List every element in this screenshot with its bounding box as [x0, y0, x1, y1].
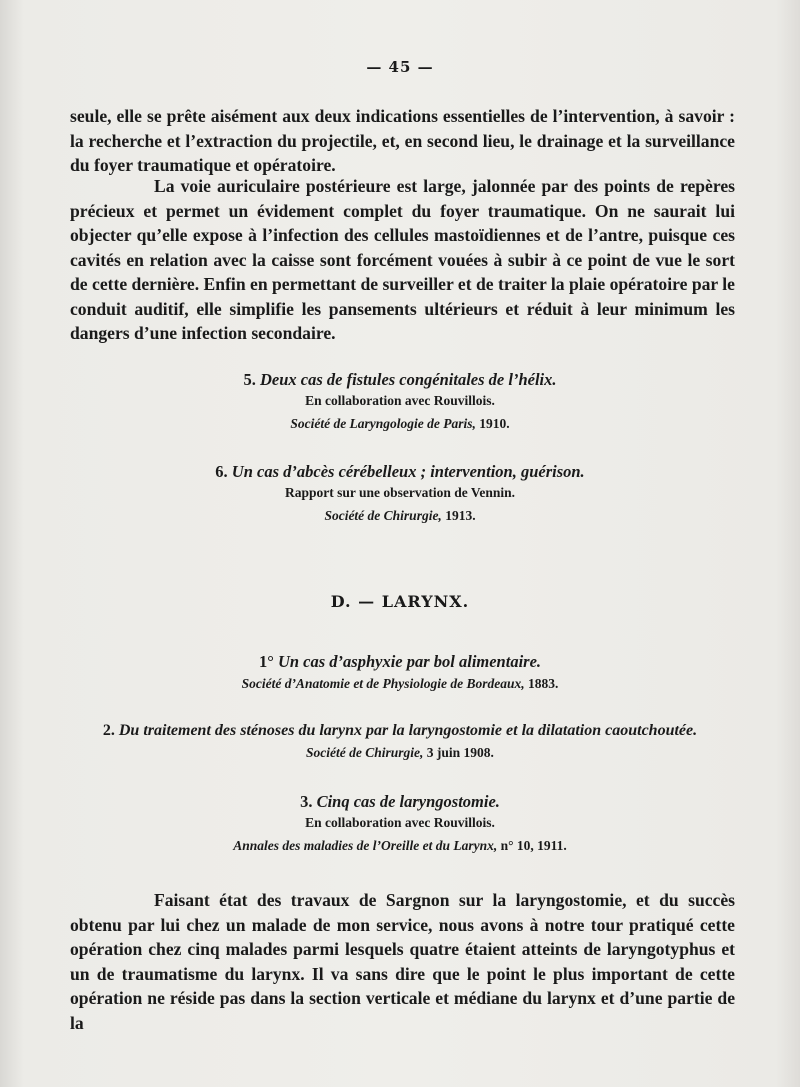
entry-source-name: Société de Laryngologie de Paris, — [290, 416, 476, 431]
entry-source — [0, 838, 800, 854]
entry-title-text: Un cas d’asphyxie par bol alimentaire. — [277, 652, 542, 671]
entry-source — [0, 676, 800, 692]
entry-title — [0, 722, 800, 740]
entry-number: 5. — [243, 370, 256, 389]
entry-collaboration: En collaboration avec Rouvillois. — [305, 393, 495, 408]
entry-title — [0, 652, 800, 672]
entry-title — [0, 792, 800, 812]
entry-number: 6. — [215, 462, 228, 481]
entry-collaboration: Rapport sur une observation de Vennin. — [284, 485, 516, 500]
body-paragraph: seule, elle se prête aisément aux deux indications essentielles de l’intervention, à savoir : la recherche et l’extraction du projectile, et, en second lieu, le drainage et la surveillance du foyer traumatique et opératoire. — [70, 106, 735, 175]
entry-year: 1883. — [528, 676, 559, 691]
section-heading: D. — LARYNX. — [330, 592, 470, 611]
body-paragraph: La voie auriculaire postérieure est large, jalonnée par des points de repères précieux et permet un évidement complet du foyer traumatique. On ne saurait lui objecter qu’elle expose à l’infection des cellules mastoïdiennes et de l’antre, puisque ces cavités en relation avec la caisse sont forcément vouées à subir à ce point de vue le sort de cette dernière. Enfin en permettant de surveiller et de traiter la plaie opératoire par le conduit auditif, elle simplifie les pansements ultérieurs et réduit à leur minimum les dangers d’une infection secondaire. — [70, 176, 735, 343]
entry-title — [0, 370, 800, 390]
entry-number: 2. — [102, 722, 115, 739]
entry-number: 1° — [258, 652, 274, 671]
entry-source — [0, 508, 800, 524]
entry-year: 3 juin 1908. — [426, 745, 494, 760]
entry-number: 3. — [300, 792, 313, 811]
entry-source-name: Annales des maladies de l’Oreille et du Larynx, — [233, 838, 498, 853]
entry-title — [0, 462, 800, 482]
entry-source-name: Société de Chirurgie, — [306, 745, 424, 760]
entry-title-text: Un cas d’abcès cérébelleux ; intervention, guérison. — [231, 462, 585, 481]
body-paragraph: Faisant état des travaux de Sargnon sur la laryngostomie, et du succès obtenu par lui chez un malade de mon service, nous avons à notre tour pratiqué cette opération chez cinq malades parmi lesquels quatre étaient atteints de laryngotyphus et un de traumatisme du larynx. Il va sans dire que le point le plus important de cette opération ne réside pas dans la section verticale et médiane du larynx et d’une partie de la — [70, 890, 735, 1033]
page-number: — 45 — — [366, 58, 434, 76]
entry-source-name: Société de Chirurgie, — [324, 508, 442, 523]
entry-year: n° 10, 1911. — [500, 838, 567, 853]
entry-year: 1913. — [445, 508, 476, 523]
entry-source-name: Société d’Anatomie et de Physiologie de Bordeaux, — [241, 676, 525, 691]
entry-source — [0, 745, 800, 761]
entry-title-text: Du traitement des sténoses du larynx par la laryngostomie et la dilatation caoutchoutée. — [118, 722, 698, 739]
entry-year: 1910. — [479, 416, 510, 431]
entry-title-text: Cinq cas de laryngostomie. — [316, 792, 500, 811]
entry-source — [0, 416, 800, 432]
entry-collaboration: En collaboration avec Rouvillois. — [305, 815, 495, 830]
entry-title-text: Deux cas de fistules congénitales de l’hélix. — [259, 370, 557, 389]
